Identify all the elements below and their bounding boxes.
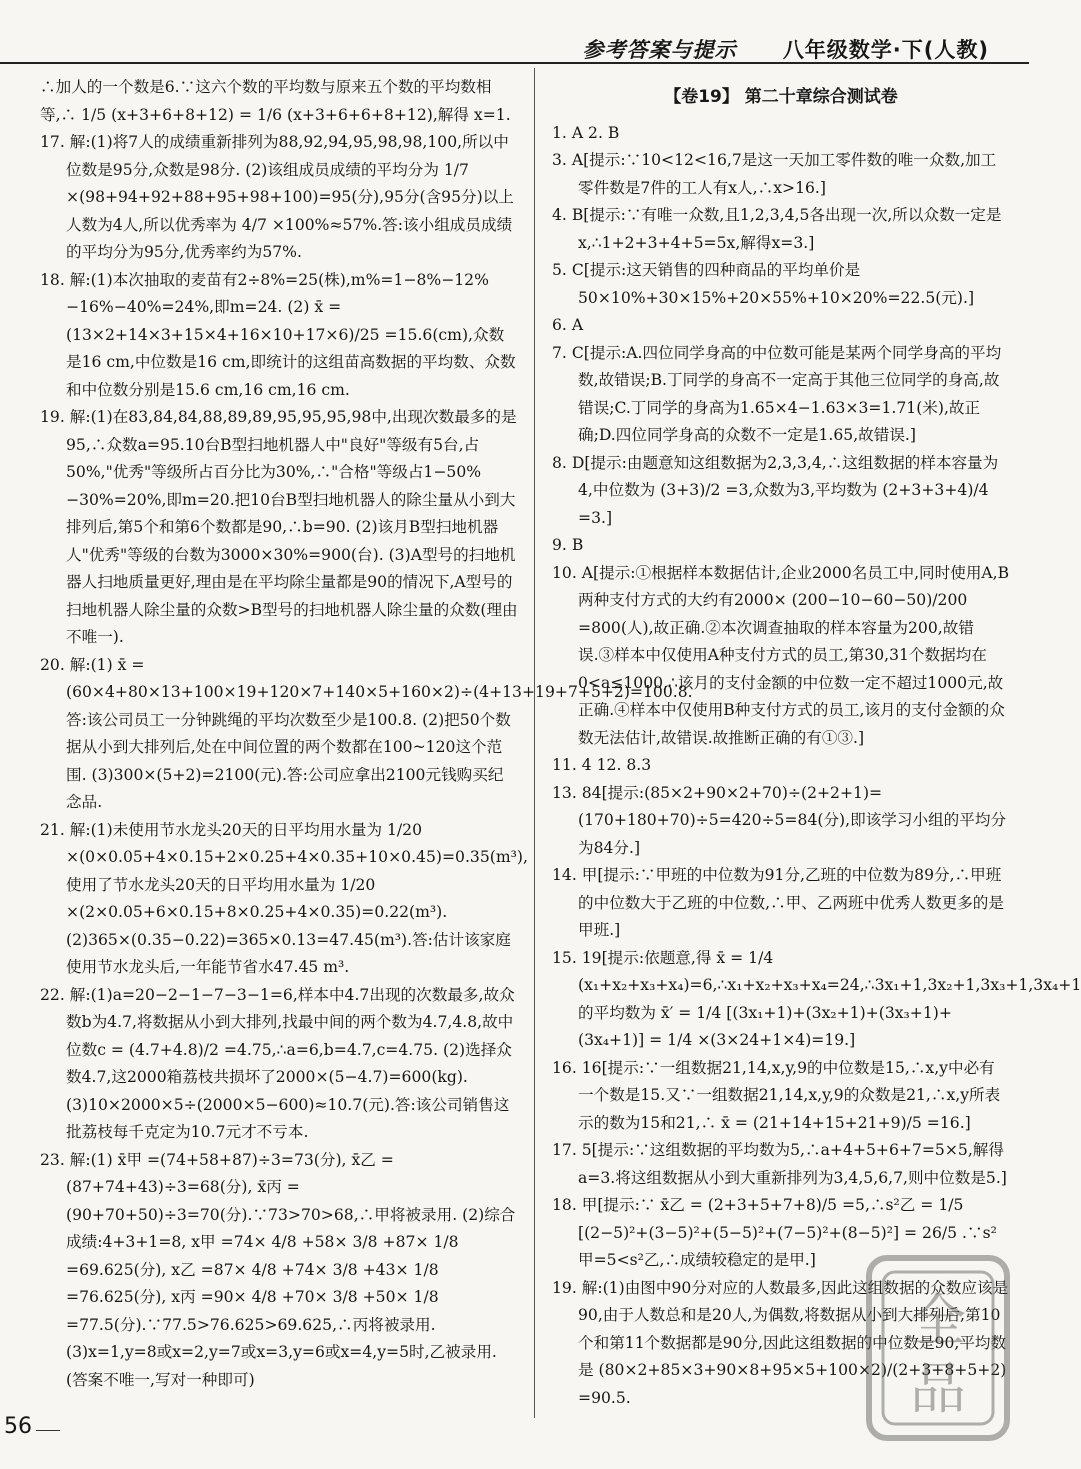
answer-item-18: 18. 解:(1)本次抽取的麦苗有2÷8%=25(株),m%=1−8%−12%−16%−40%=24%,即m=24. (2) x̄ = (13×2+14×3+15×4+16×10+17×6)/25 =15.6(cm),众数是16 cm,中位数是16 cm,即统计的这组苗高数据的平均数、众数和中位数分别是15.6 cm,16 cm,16 cm. [40,270,516,399]
answer-item-17: 17. 解:(1)将7人的成绩重新排列为88,92,94,95,98,98,100,所以中位数是95分,众数是98分. (2)该组成员成绩的平均分为 1/7 ×(98+94+92+88+95+98+100)=95(分),95分(含95分)以上人数为4人,所以优秀率为 4/7 ×100%≈57%.答:该小组成员成绩的平均分为95分,优秀率约为57%. [40,133,514,261]
watermark-stamp-icon [863,1248,1013,1448]
answer-item-r8: 8. D[提示:由题意知这组数据为2,3,3,4,∴这组数据的样本容量为4,中位数为 (3+3)/2 =3,众数为3,平均数为 (2+3+3+4)/4 =3.] [552,453,999,527]
page-header [0,0,1029,62]
answer-item-r19: 19. 解:(1)由图中90分对应的人数最多,因此这组数据的众数应该是90,由于人数总和是20人,为偶数,将数据从小到大排列后,第10个和第11个数据都是90分,因此这组数据的中位数是90,平均数是 (80×2+85×3+90×8+95×5+100×2)/(2+3+8+5+2) =90.5. [552,1278,1009,1407]
answer-item-r10: 10. A[提示:①根据样本数据估计,企业2000名员工中,同时使用A,B两种支付方式的大约有2000× (200−10−60−50)/200 =800(人),故正确.②本次调查抽取的样本容量为200,故错误.③样本中仅使用A种支付方式的员工,第30,31个数据均在0<a≤1000,∴该月的支付金额的中位数一定不超过1000元,故正确.④样本中仅使用B种支付方式的员工,该月的支付金额的众数无法估计,故错误.故推断正确的有①③.] [552,563,1010,747]
svg-text:品: 品 [910,1357,966,1422]
answer-item-r11: 11. 4 12. 8.3 [552,756,652,774]
header-subtitle: 参考答案与提示 [582,38,737,62]
column-divider [534,68,535,1418]
answer-item-19: 19. 解:(1)在83,84,84,88,89,89,95,95,95,98中,出现次数最多的是95,∴众数a=95.10台B型扫地机器人中"良好"等级有5台,占50%,"优秀"等级所占百分比为30%,∴"合格"等级占1−50%−30%=20%,即m=20.把10台B型扫地机器人的除尘量从小到大排列后,第5个和第6个数都是90,∴b=90. (2)该月B型扫地机器人"优秀"等级的台数为3000×30%=900(台). (3)A型号的扫地机器人扫地质量更好,理由是在平均除尘量都是90的情况下,A型号的扫地机器人除尘量的众数>B型号的扫地机器人除尘量的众数(理由不唯一). [40,408,518,646]
answer-item-r15: 15. 19[提示:依题意,得 x̄ = 1/4 (x₁+x₂+x₃+x₄)=6,∴x₁+x₂+x₃+x₄=24,∴3x₁+1,3x₂+1,3x₃+1,3x₄+1的平均数为 x̄′ = 1/4 [(3x₁+1)+(3x₂+1)+(3x₃+1)+(3x₄+1)] = 1/4 ×(3×24+1×4)=19.] [552,948,1081,1049]
page-number-rule [36,1430,60,1431]
answer-item-23: 23. 解:(1) x̄甲 =(74+58+87)÷3=73(分), x̄乙 =(87+74+43)÷3=68(分), x̄丙 =(90+70+50)÷3=70(分).∵73>70>68,∴甲将被录用. (2)综合成绩:4+3+1=8, x甲 =74× 4/8 +58× 3/8 +87× 1/8 =69.625(分), x乙 =87× 4/8 +74× 3/8 +43× 1/8 =76.625(分), x丙 =90× 4/8 +70× 3/8 +50× 1/8 =77.5(分).∵77.5>76.625>69.625,∴丙将被录用. (3)x=1,y=8或x=2,y=7或x=3,y=6或x=4,y=5时,乙被录用.(答案不唯一,写对一种即可) [40,1150,516,1389]
answer-item-r3: 3. A[提示:∵10<12<16,7是这一天加工零件数的唯一众数,加工零件数是7件的工人有x人,∴x>16.] [552,151,997,197]
answer-item-r18: 18. 甲[提示:∵ x̄乙 = (2+3+5+7+8)/5 =5,∴s²乙 = 1/5 [(2−5)²+(3−5)²+(5−5)²+(7−5)²+(8−5)²] = 26/5 .∵s²甲=5<s²乙,∴成绩较稳定的是甲.] [552,1196,997,1269]
answer-item-20: 20. 解:(1) x̄ =(60×4+80×13+100×19+120×7+140×5+160×2)÷(4+13+19+7+5+2)=100.8.答:该公司员工一分钟跳绳的平均次数至少是100.8. (2)把50个数据从小到大排列后,处在中间位置的两个数都在100~120这个范围. (3)300×(5+2)=2100(元).答:公司应拿出2100元钱购买纪念品. [40,655,693,811]
answer-item-r17: 17. 5[提示:∵这组数据的平均数为5,∴a+4+5+6+7=5×5,解得a=3.将这组数据从小到大重新排列为3,4,5,6,7,则中位数是5.] [552,1141,1007,1187]
left-intro-paragraph: ∴加人的一个数是6.∵这六个数的平均数与原来五个数的平均数相等,∴ 1/5 (x+3+6+8+12) = 1/6 (x+3+6+6+8+12),解得 x=1. [40,78,511,124]
svg-text:全: 全 [910,1289,966,1354]
answer-item-r13: 13. 84[提示:(85×2+90×2+70)÷(2+2+1)=(170+180+70)÷5=420÷5=84(分),即该学习小组的平均分为84分.] [552,783,1007,857]
header-book-title: 八年级数学·下(人教) [782,38,989,62]
answer-item-r6: 6. A [552,316,584,334]
answer-item-r1: 1. A 2. B [552,123,620,142]
answer-item-r4: 4. B[提示:∵有唯一众数,且1,2,3,4,5各出现一次,所以众数一定是x,∴1+2+3+4+5=5x,解得x=3.] [552,206,1002,252]
page-number: 56 [4,1414,32,1439]
answer-item-r9: 9. B [552,536,584,554]
header-title-group [583,34,990,64]
answer-item-r14: 14. 甲[提示:∵甲班的中位数为91分,乙班的中位数为89分,∴甲班的中位数大于乙班的中位数,∴甲、乙两班中优秀人数更多的是甲班.] [552,866,1004,939]
answer-item-r5: 5. C[提示:这天销售的四种商品的平均单价是50×10%+30×15%+20×55%+10×20%=22.5(元).] [552,261,975,307]
header-rule [0,62,1029,64]
answer-item-22: 22. 解:(1)a=20−2−1−7−3−1=6,样本中4.7出现的次数最多,故众数b为4.7,将数据从小到大排列,找最中间的两个数为4.7,4.8,故中位数c = (4.7+4.8)/2 =4.75,∴a=6,b=4.7,c=4.75. (2)选择众数4.7,这2000箱荔枝共损坏了2000×(5−4.7)=600(kg). (3)10×2000×5÷(2000×5−600)≈10.7(元).答:该公司销售这批荔枝每千克定为10.7元才不亏本. [40,985,515,1141]
answer-item-r16: 16. 16[提示:∵一组数据21,14,x,y,9的中位数是15,∴x,y中必有一个数是15.又∵一组数据21,14,x,y,9的众数是21,∴x,y所表示的数为15和21,∴ x̄ = (21+14+15+21+9)/5 =16.] [552,1058,1001,1132]
answer-item-r7: 7. C[提示:A.四位同学身高的中位数可能是某两个同学身高的平均数,故错误;B.丁同学的身高不一定高于其他三位同学的身高,故错误;C.丁同学的身高为1.65×4−1.63×3=1.71(米),故正确;D.四位同学身高的众数不一定是1.65,故错误.] [552,343,1002,444]
section-title: 【卷19】 第二十章综合测试卷 [664,87,898,107]
answer-item-21: 21. 解:(1)未使用节水龙头20天的日平均用水量为 1/20 ×(0×0.05+4×0.15+2×0.25+4×0.35+10×0.45)=0.35(m³),使用了节水龙头20天的日平均用水量为 1/20 ×(2×0.05+6×0.15+8×0.25+4×0.35)=0.22(m³). (2)365×(0.35−0.22)=365×0.13=47.45(m³).答:估计该家庭使用节水龙头后,一年能节省水47.45 m³. [40,820,528,976]
right-column [552,74,1081,1412]
